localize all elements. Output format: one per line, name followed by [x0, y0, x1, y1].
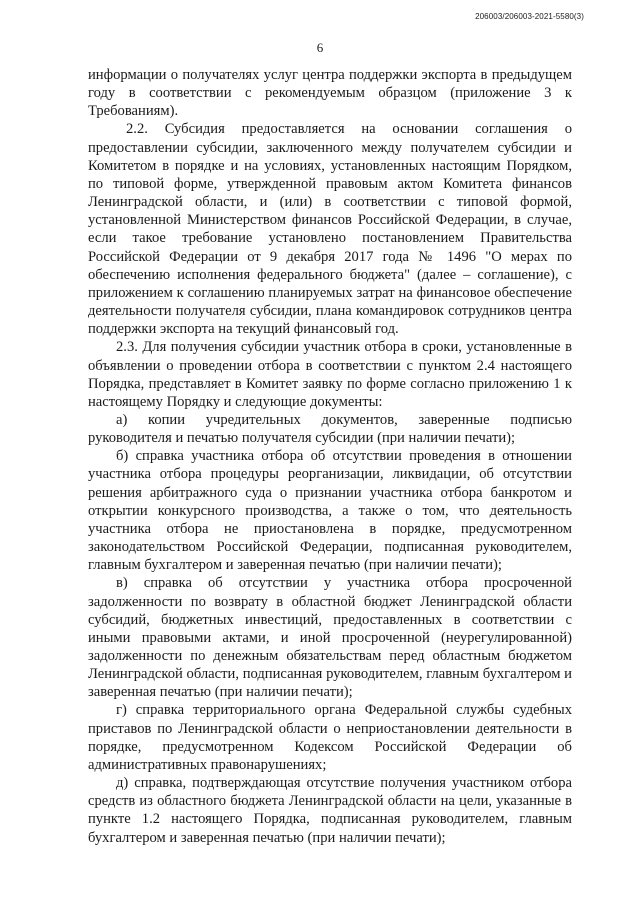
- list-item-a: а) копии учредительных документов, заверенные подписью руководителя и печатью получателя субсидии (при наличии печати);: [88, 411, 572, 447]
- document-id: 206003/206003-2021-5580(3): [475, 12, 584, 21]
- paragraph-continuation: информации о получателях услуг центра поддержки экспорта в предыдущем году в соответствии с рекомендуемым образцом (приложение 3 к Требованиям).: [88, 67, 572, 120]
- page-number: 6: [316, 40, 324, 55]
- paragraph-2-2: 2.2. Субсидия предоставляется на основании соглашения о предоставлении субсидии, заключенного между получателем субсидии и Комитетом в порядке и на условиях, установленных настоящим Порядком, по типовой форме, утвержденной правовым актом Комитета финансов Ленинградской области, и (или) в соответствии с типовой формой, установленной Министерством финансов Российской Федерации, в случае, если такое требование установлено постановлением Правительства Российской Федерации от 9 декабря 2017 года № 1496 "О мерах по обеспечению исполнения федерального бюджета" (далее – соглашение), с приложением к соглашению планируемых затрат на финансовое обеспечение деятельности получателя субсидии, плана командировок сотрудников центра поддержки экспорта на текущий финансовый год.: [88, 121, 572, 338]
- list-item-g: г) справка территориального органа Федеральной службы судебных приставов по Ленинградской области о неприостановлении деятельности в порядке, предусмотренном Кодексом Российской Федерации об административных правонарушениях;: [88, 702, 572, 773]
- list-item-d: д) справка, подтверждающая отсутствие получения участником отбора средств из областного бюджета Ленинградской области на цели, указанные в пункте 1.2 настоящего Порядка, подписанная руководителем, главным бухгалтером и заверенная печатью (при наличии печати);: [88, 775, 572, 846]
- document-body: [88, 66, 572, 847]
- list-item-v: в) справка об отсутствии у участника отбора просроченной задолженности по возврату в областной бюджет Ленинградской области субсидий, бюджетных инвестиций, предоставленных в соответствии с иными правовыми актами, и иной просроченной (неурегулированной) задолженности по денежным обязательствам перед областным бюджетом Ленинградской области, подписанная руководителем, главным бухгалтером и заверенная печатью (при наличии печати);: [88, 575, 572, 701]
- list-item-b: б) справка участника отбора об отсутствии проведения в отношении участника отбора процедуры реорганизации, ликвидации, об отсутствии решения арбитражного суда о признании участника отбора банкротом и открытии конкурсного производства, а также о том, что деятельность участника отбора не приостановлена в порядке, предусмотренном законодательством Российской Федерации, подписанная руководителем, главным бухгалтером и заверенная печатью (при наличии печати);: [88, 448, 572, 574]
- paragraph-2-3: 2.3. Для получения субсидии участник отбора в сроки, установленные в объявлении о проведении отбора в соответствии с пунктом 2.4 настоящего Порядка, представляет в Комитет заявку по форме согласно приложению 1 к настоящему Порядку и следующие документы:: [88, 339, 572, 410]
